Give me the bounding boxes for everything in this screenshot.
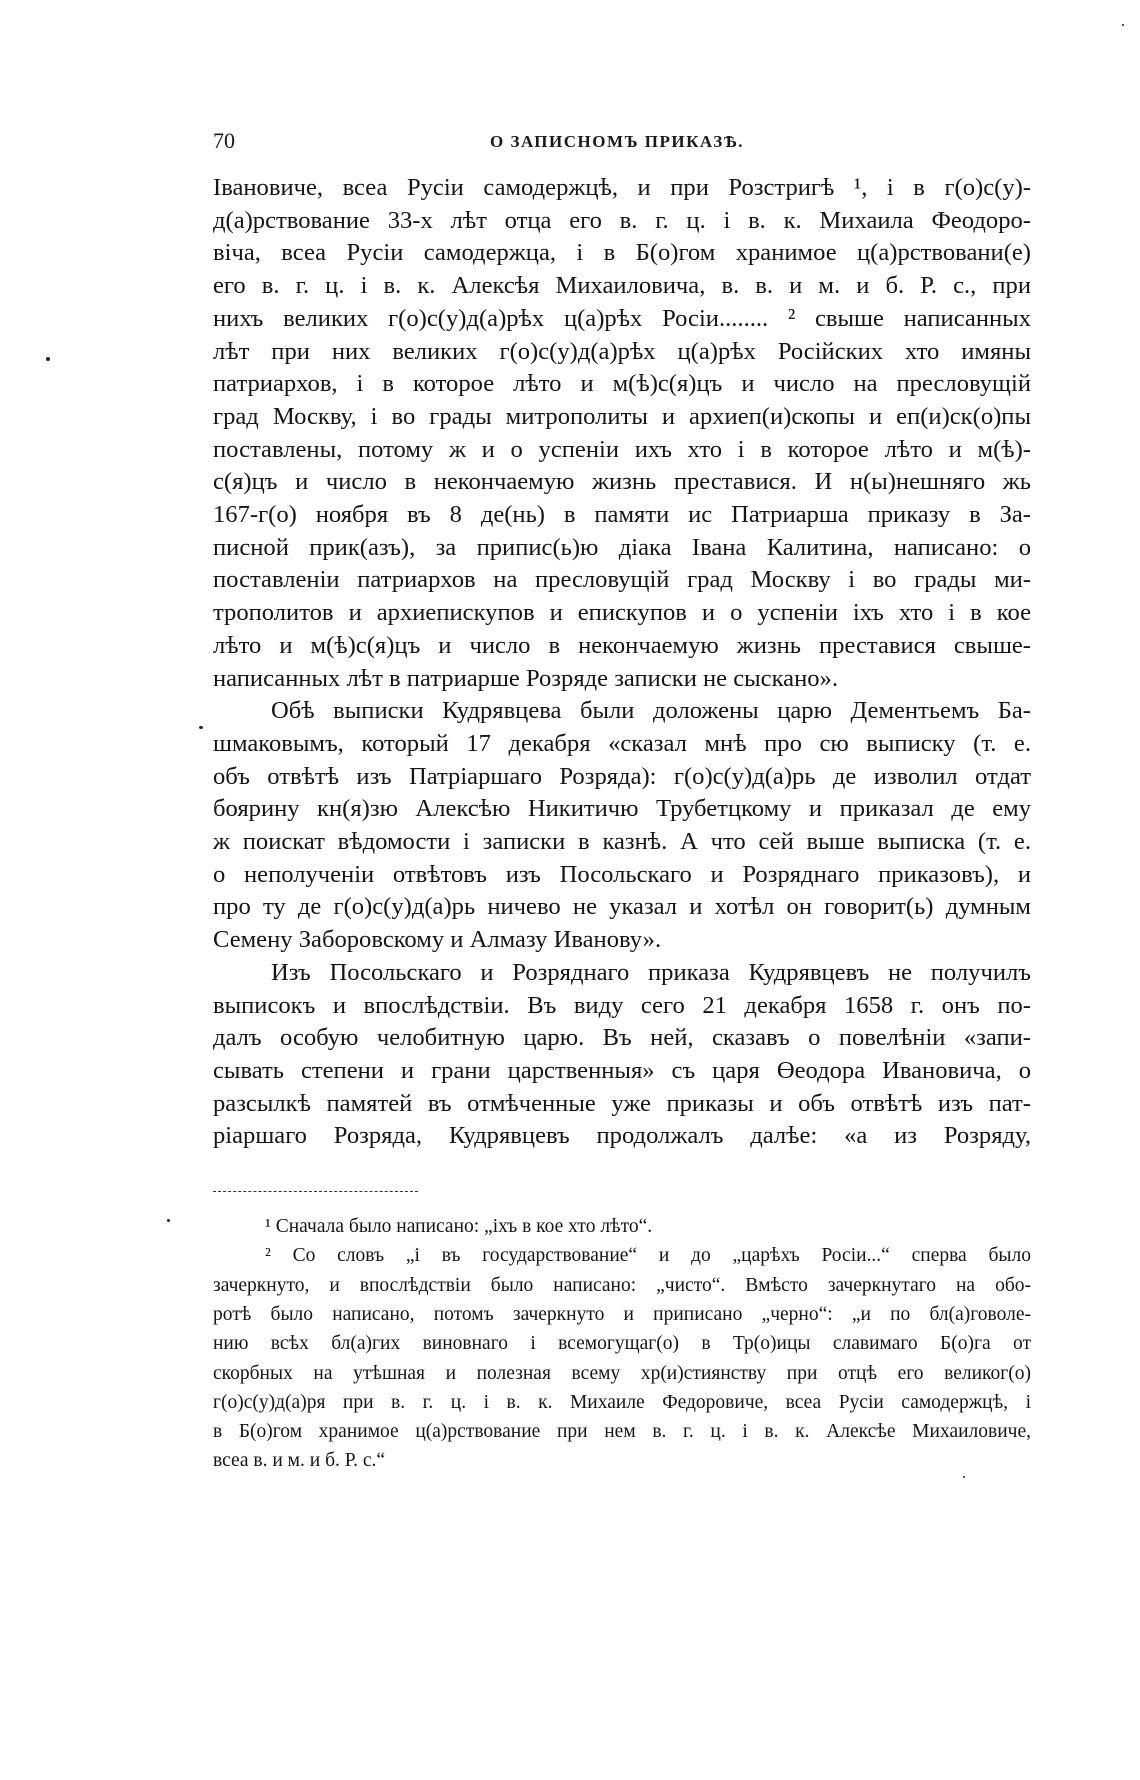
text-line: сывать степени и грани царственныя» съ царя Өеодора Ивановича, о xyxy=(213,1056,1031,1084)
text-line: Обѣ выписки Кудрявцева были доложены царю Дементьемъ Ба- xyxy=(271,697,1031,725)
footnote-divider xyxy=(213,1191,418,1192)
text-line: віча, всеа Русiи самодержца, і в Б(о)гом хранимое ц(а)рствовани(е) xyxy=(213,239,1031,267)
text-line: написанных лѣт в патриарше Розряде записки не сыскано». xyxy=(213,664,838,692)
text-line: разсылкѣ памятей въ отмѣченные уже приказы и объ отвѣтѣ изъ пат- xyxy=(213,1089,1031,1117)
text-line: выписокъ и впослѣдствiи. Въ виду сего 21 декабря 1658 г. онъ по- xyxy=(213,991,1031,1019)
text-line: писной прик(азъ), за припис(ь)ю діака Івана Калитина, написано: о xyxy=(213,533,1031,561)
book-page xyxy=(213,128,1031,1476)
text-line: ж поискат вѣдомости і записки в казнѣ. А что сей выше выписка (т. е. xyxy=(213,828,1031,856)
text-line: д(а)рствование 33-х лѣт отца его в. г. ц. і в. к. Михаила Феодоро- xyxy=(213,206,1031,234)
text-line: Івановиче, всеа Русiи самодержцѣ, и при Розстригѣ ¹, і в г(о)с(у)- xyxy=(213,174,1031,201)
text-line: о неполученiи отвѣтовъ изъ Посольскаго и Розряднаго приказовъ), и xyxy=(213,860,1031,888)
paragraph-1 xyxy=(213,172,1031,695)
footnote-1: ¹ Сначала было написано: „іхъ в кое хто лѣто“. xyxy=(265,1216,653,1238)
text-line: 167-г(о) ноября въ 8 де(нь) в памяти ис Патриарша приказу в За- xyxy=(213,501,1031,529)
text-line: далъ особую челобитную царю. Въ ней, сказавъ о повелѣнiи «запи- xyxy=(213,1024,1031,1052)
footnote-2-line: ротѣ было написано, потомъ зачеркнуто и приписано „черно“: „и по бл(а)говоле- xyxy=(213,1303,1031,1325)
footnote-2-line: зачеркнуто, и впослѣдствiи было написано: „чисто“. Вмѣсто зачеркнутаго на обо- xyxy=(213,1274,1031,1296)
scan-speck xyxy=(167,1219,170,1222)
text-line: лѣт при них великих г(о)с(у)д(а)рѣх ц(а)рѣх Російских хто имяны xyxy=(213,337,1031,365)
text-line: Семену Заборовскому и Алмазу Иванову». xyxy=(213,926,662,954)
text-line: шмаковымъ, который 17 декабря «сказал мнѣ про сю выписку (т. е. xyxy=(213,729,1031,757)
paragraph-2 xyxy=(213,695,1031,957)
text-line: объ отвѣтѣ изъ Патріаршаго Розряда): г(о)с(у)д(а)рь де изволил отдат xyxy=(213,762,1031,790)
footnote-2-line: скорбных на утѣшная и полезная всему хр(и)стиянству при отцѣ его великог(о) xyxy=(213,1362,1031,1384)
footnote-2-line: ² Со словъ „і въ государствование“ и до „царѣхъ Росіи...“ сперва было xyxy=(265,1245,1031,1267)
footnote-2-line: нию всѣх бл(а)гих виновнаго і всемогущаг(о) в Тр(о)ицы славимаго Б(о)га от xyxy=(213,1333,1031,1355)
page-number: 70 xyxy=(213,128,235,153)
text-line: про ту де г(о)с(у)д(а)рь ничево не указал и хотѣл он говорит(ь) думным xyxy=(213,893,1031,921)
text-line: с(я)цъ и число в некончаемую жизнь преставися. И н(ы)нешняго жь xyxy=(213,468,1031,496)
text-line: нихъ великих г(о)с(у)д(а)рѣх ц(а)рѣх Росiи........ ² свыше написанных xyxy=(213,304,1031,332)
scan-speck xyxy=(199,726,203,729)
text-line: град Москву, і во грады митрополиты и архиеп(и)скопы и еп(и)ск(о)пы xyxy=(213,402,1031,430)
text-line: поставленiи патриархов на пресловущій град Москву і во грады ми- xyxy=(213,566,1031,594)
footnote-2-line: в Б(о)гом хранимое ц(а)рствование при нем в. г. ц. і в. к. Алексѣе Михаиловиче, xyxy=(213,1421,1031,1443)
running-title: О ЗАПИСНОМЪ ПРИКАЗѢ. xyxy=(490,132,744,151)
footnote-2-line: г(о)с(у)д(а)ря при в. г. ц. і в. к. Михаиле Федоровиче, всеа Русiи самодержцѣ, і xyxy=(213,1391,1031,1413)
footnotes xyxy=(213,1212,1031,1476)
text-line: ріаршаго Розряда, Кудрявцевъ продолжалъ далѣе: «а из Розряду, xyxy=(213,1122,1031,1150)
text-line: трополитов и архиепискупов и епискупов и о успенiи іхъ хто і в кое xyxy=(213,599,1031,627)
text-line: Изъ Посольскаго и Розряднаго приказа Кудрявцевъ не получилъ xyxy=(271,958,1031,986)
main-text xyxy=(213,172,1031,1153)
scan-speck xyxy=(46,357,50,361)
text-line: боярину кн(я)зю Алексѣю Никитичю Трубетцкому и приказал де ему xyxy=(213,795,1031,823)
footnote-2-line: всеа в. и м. и б. Р. с.“ xyxy=(213,1450,386,1472)
scan-speck xyxy=(1122,24,1124,26)
paragraph-3 xyxy=(213,957,1031,1153)
text-line: патриархов, і в которое лѣто и м(ѣ)с(я)цъ и число на пресловущій xyxy=(213,370,1031,398)
text-line: его в. г. ц. і в. к. Алексѣя Михаиловича, в. в. и м. и б. Р. с., при xyxy=(213,272,1031,300)
running-head xyxy=(213,128,1031,158)
scan-speck xyxy=(963,1476,965,1478)
text-line: лѣто и м(ѣ)с(я)цъ и число в некончаемую жизнь преставися свыше- xyxy=(213,631,1031,659)
text-line: поставлены, потому ж и о успенiи ихъ хто і в которое лѣто и м(ѣ)- xyxy=(213,435,1031,463)
